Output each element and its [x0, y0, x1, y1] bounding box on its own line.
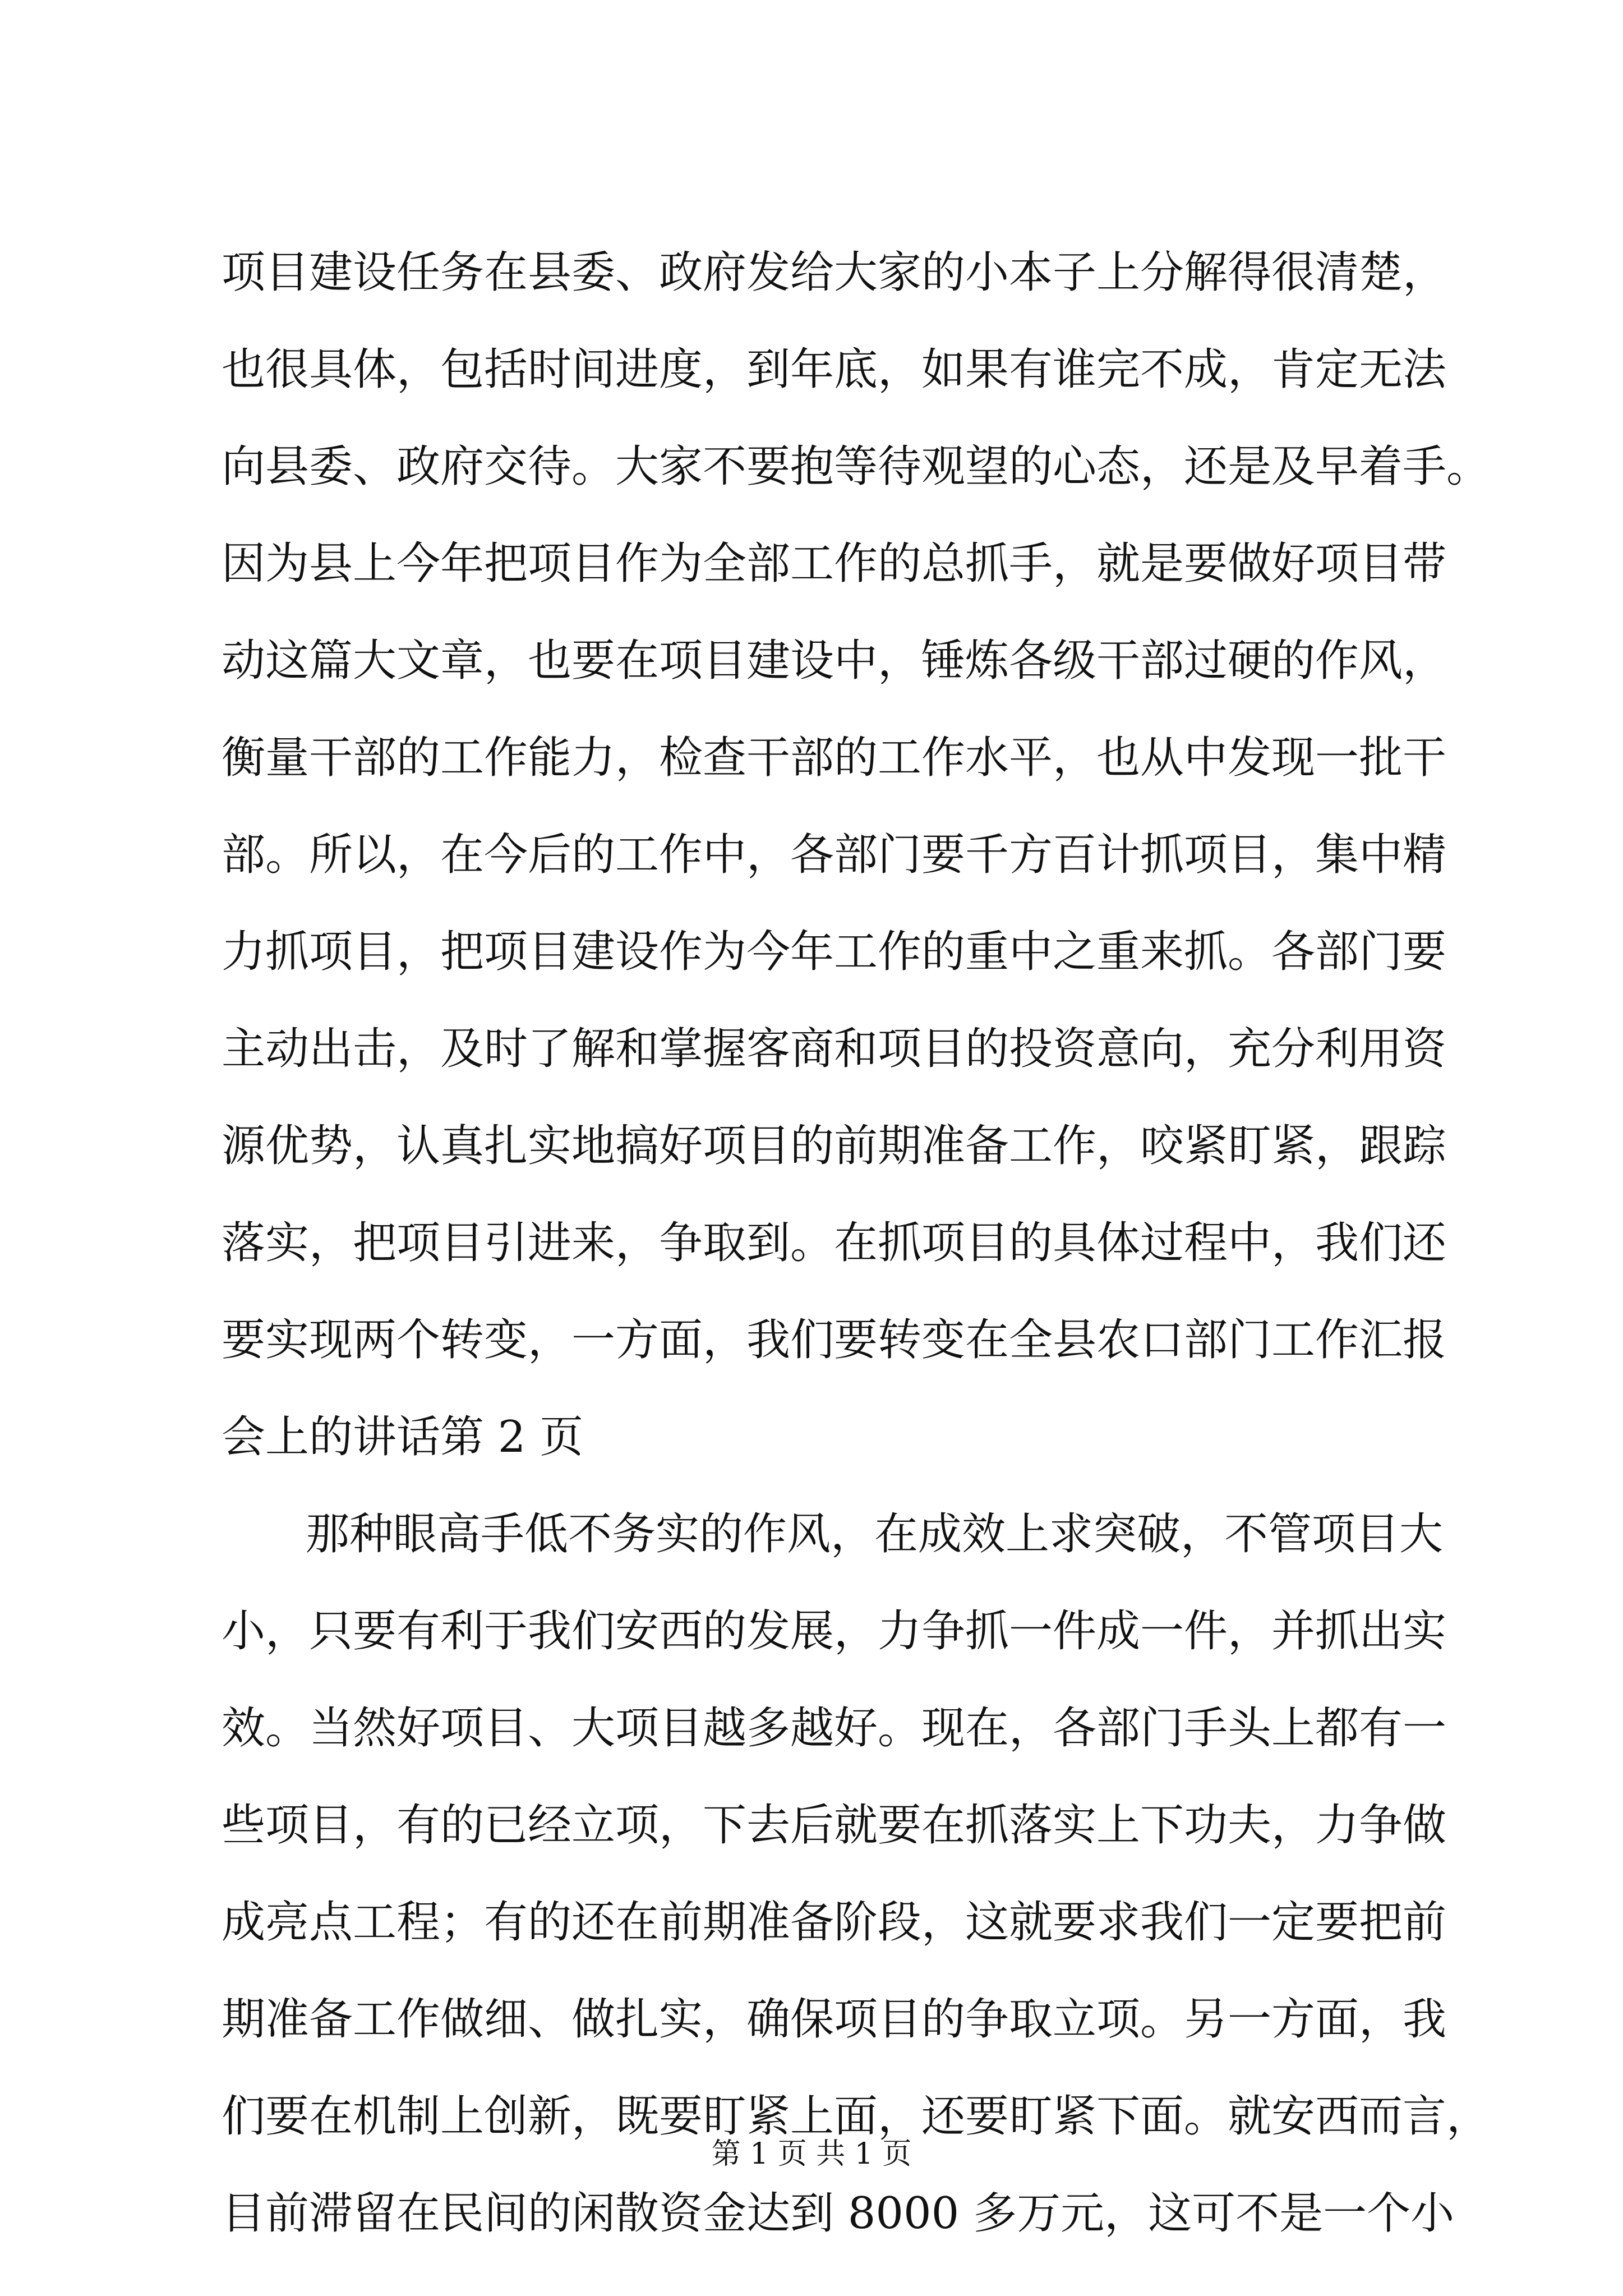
- text-line: 源优势，认真扎实地搞好项目的前期准备工作，咬紧盯紧，跟踪: [222, 1121, 1447, 1171]
- document-body: [222, 224, 1491, 2262]
- text-line: 因为县上今年把项目作为全部工作的总抓手，就是要做好项目带: [222, 539, 1447, 589]
- text-line: 会上的讲话第 2 页: [222, 1412, 584, 1462]
- text-line: 们要在机制上创新，既要盯紧上面，还要盯紧下面。就安西而言，: [222, 2091, 1491, 2142]
- text-line: 小，只要有利于我们安西的发展，力争抓一件成一件，并抓出实: [222, 1606, 1447, 1657]
- page-number-label: 第 1 页 共 1 页: [711, 2137, 912, 2171]
- text-line: 主动出击，及时了解和掌握客商和项目的投资意向，充分利用资: [222, 1024, 1447, 1074]
- text-line: 也很具体，包括时间进度，到年底，如果有谁完不成，肯定无法: [222, 344, 1447, 395]
- text-line: 力抓项目，把项目建设作为今年工作的重中之重来抓。各部门要: [222, 927, 1447, 977]
- text-line: 动这篇大文章，也要在项目建设中，锤炼各级干部过硬的作风，: [222, 636, 1447, 686]
- text-line: 效。当然好项目、大项目越多越好。现在，各部门手头上都有一: [222, 1703, 1447, 1754]
- text-line: 衡量干部的工作能力，检查干部的工作水平，也从中发现一批干: [222, 733, 1447, 783]
- text-line: 项目建设任务在县委、政府发给大家的小本子上分解得很清楚，: [222, 247, 1447, 298]
- text-line: 期准备工作做细、做扎实，确保项目的争取立项。另一方面，我: [222, 1994, 1447, 2045]
- text-line: 落实，把项目引进来，争取到。在抓项目的具体过程中，我们还: [222, 1218, 1447, 1268]
- text-line: 向县委、政府交待。大家不要抱等待观望的心态，还是及早着手。: [222, 441, 1491, 492]
- text-line: 目前滞留在民间的闲散资金达到 8000 多万元，这可不是一个小: [222, 2188, 1455, 2239]
- text-line: 要实现两个转变，一方面，我们要转变在全县农口部门工作汇报: [222, 1315, 1447, 1365]
- paragraph-start-line: 那种眼高手低不务实的作风，在成效上求突破，不管项目大: [306, 1509, 1444, 1559]
- text-line: 些项目，有的已经立项，下去后就要在抓落实上下功夫，力争做: [222, 1800, 1447, 1851]
- text-line: 成亮点工程；有的还在前期准备阶段，这就要求我们一定要把前: [222, 1897, 1447, 1948]
- text-line: 部。所以，在今后的工作中，各部门要千方百计抓项目，集中精: [222, 830, 1447, 880]
- page-footer: [0, 2132, 1623, 2177]
